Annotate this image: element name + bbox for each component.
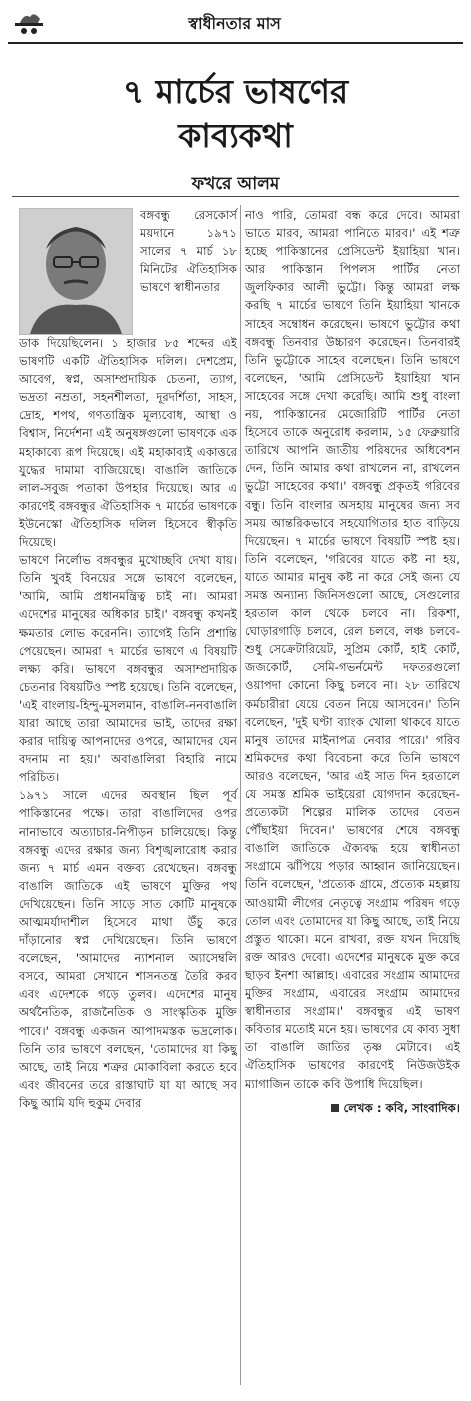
title-line-2: কাব্যকথা (178, 116, 293, 155)
article-right-column (245, 206, 460, 1117)
author-role: কবি, সাংবাদিক। (385, 1100, 460, 1115)
article-title (0, 70, 471, 158)
title-line-1: ৭ মার্চের ভাষণের (122, 72, 349, 111)
author-photo (19, 208, 133, 335)
square-bullet-icon (331, 1104, 339, 1112)
byline-rule (12, 196, 459, 197)
author-signature (245, 1099, 460, 1117)
section-header (8, 6, 463, 44)
author-label: লেখক : (343, 1100, 382, 1115)
lead-paragraph: বঙ্গবন্ধু রেসকোর্স ময়দানে ১৯৭১ সালের ৭ মার্চ ১৮ মিনিটের ঐতিহাসিক ভাষণে স্বাধীনতার (140, 208, 237, 295)
column-divider (240, 205, 241, 1385)
article-left-column (19, 334, 237, 1112)
section-kicker: স্বাধীনতার মাস (188, 13, 281, 33)
article-lead (140, 206, 237, 296)
left-body-text: ডাক দিয়েছিলেন। ১ হাজার ৮৫ শব্দের এই ভাষণটি একটি ঐতিহাসিক দলিল। দেশপ্রেম, আবেগ, স্বপ্ন, অসাম্প্রদায়িক চেতনা, ত্যাগ, ভদ্রতা নম্রতা, সহনশীলতা, দূরদর্শিতা, সাহস, দ্রোহ, শপথ, গণতান্ত্রিক মূল্যবোধ, আস্থা ও বিশ্বাস, নির্দেশনা এই অনুষঙ্গগুলো ভাষণকে এক মহাকাব্যে রূপ দিয়েছে। এই মহাকাব্যই একাত্তরে যুদ্ধের দামামা বাজিয়েছে। বাঙালি জাতিকে লাল-সবুজ পতাকা উপহার দিয়েছে। আর এ কারণেই বঙ্গবন্ধুর ঐতিহাসিক ৭ মার্চের ভাষণকে ইউনেস্কো ঐতিহাসিক দলিল হিসেবে স্বীকৃতি দিয়েছে। ভাষণে নির্লোভ বঙ্গবন্ধুর মুখোচ্ছবি দেখা যায়। তিনি খুবই বিনয়ের সঙ্গে ভাষণে বলেছেন, 'আমি, আমি প্রধানমন্ত্রিত্ব চাই না। আমরা এদেশের মানুষের অধিকার চাই।' বঙ্গবন্ধু কখনই ক্ষমতার লোভ করেননি। ত্যাগেই তিনি প্রশান্তি পেয়েছেন। আমরা ৭ মার্চের ভাষণে এ বিষয়টি লক্ষ্য করি। ভাষণে বঙ্গবন্ধুর অসাম্প্রদায়িক চেতনার বিষয়টিও স্পষ্ট হয়েছে। তিনি বলেছেন, 'এই বাংলায়-হিন্দু-মুসলমান, বাঙালি-ননবাঙালি যারা আছে তারা আমাদের ভাই, তাদের রক্ষা করার দায়িত্ব আপনাদের ওপরে, আমাদের যেন বদনাম না হয়।' অবাঙালিরা বিহারি নামে পরিচিত। ১৯৭১ সালে এদের অবস্থান ছিল পূর্ব পাকিস্তানের পক্ষে। তারা বাঙালিদের ওপর নানাভাবে অত্যাচার-নিপীড়ন চালিয়েছে। কিন্তু বঙ্গবন্ধু এদের রক্ষার জন্য বিশৃঙ্খলারোধ করার জন্য ৭ মার্চ এমন বক্তব্য রেখেছেন। বঙ্গবন্ধু বাঙালি জাতিকে এই ভাষণে মুক্তির পথ দেখিয়েছেন। তিনি সাড়ে সাত কোটি মানুষকে আত্মমর্যাদাশীল হিসেবে মাথা উঁচু করে দাঁড়ানোর স্বপ্ন দেখিয়েছেন। তিনি ভাষণে বলেছেন, 'আমাদের ন্যাশনাল অ্যাসেম্বলি বসবে, আমরা সেখানে শাসনতন্ত্র তৈরি করব এবং এদেশকে গড়ে তুলব। এদেশের মানুষ অর্থনৈতিক, রাজনৈতিক ও সাংস্কৃতিক মুক্তি পাবে।' বঙ্গবন্ধু একজন আপাদমস্তক ভদ্রলোক। তিনি তার ভাষণে বলছেন, 'তোমাদের যা কিছু আছে, তাই নিয়ে শত্রুর মোকাবিলা করতে হবে এবং জীবনের তরে রাস্তাঘাট যা যা আছে সব কিছু আমি যদি হুকুম দেবার (19, 336, 237, 1110)
paper-logo-icon (12, 9, 46, 39)
author-byline: ফখরে আলম (191, 174, 280, 194)
right-body-text: নাও পারি, তোমরা বন্ধ করে দেবে। আমরা ভাতে মারব, আমরা পানিতে মারব।' এই শত্রু হচ্ছে পাকিস্তানের প্রেসিডেন্ট ইয়াহিয়া খান। আর পাকিস্তান পিপলস পার্টির নেতা জুলফিকার আলী ভুট্টো। কিন্তু আমরা লক্ষ করছি ৭ মার্চের ভাষণে তিনি ইয়াহিয়া খানকে সাহেব সম্বোধন করেছেন। ভাষণে ভুট্টোর কথা বঙ্গবন্ধু তিনবার উচ্চারণ করেছেন। তিনবারই তিনি ভুট্টোকে সাহেব বলেছেন। তিনি ভাষণে বলেছেন, 'আমি প্রেসিডেন্ট ইয়াহিয়া খান সাহেবের সঙ্গে দেখা করেছি। আমি শুধু বাংলা নয়, পাকিস্তানের মেজোরিটি পার্টির নেতা হিসেবে তাকে অনুরোধ করলাম, ১৫ ফেব্রুয়ারি তারিখে আপনি জাতীয় পরিষদের অধিবেশন দেন, তিনি আমার কথা রাখলেন না, রাখলেন ভুট্টো সাহেবের কথা।' বঙ্গবন্ধু প্রকৃতই গরিবের বন্ধু। তিনি বাংলার অসহায় মানুষের জন্য সব সময় আন্তরিকভাবে সহযোগিতার হাত বাড়িয়ে দিয়েছেন। ৭ মার্চের ভাষণে বিষয়টি স্পষ্ট হয়। তিনি বলেছেন, 'গরিবের যাতে কষ্ট না হয়, যাতে আমার মানুষ কষ্ট না করে সেই জন্য যে সমস্ত অন্যান্য জিনিসগুলো আছে, সেগুলোর হরতাল কাল থেকে চলবে না। রিকশা, ঘোড়ারগাড়ি চলবে, রেল চলবে, লঞ্চ চলবে-শুধু সেক্রেটারিয়েট, সুপ্রিম কোর্ট, হাই কোর্ট, জজকোর্ট, সেমি-গভর্নমেন্ট দফতরগুলো ওয়াপদা কোনো কিছু চলবে না। ২৮ তারিখে কর্মচারীরা যেয়ে বেতন নিয়ে আসবেন।' তিনি বলেছেন, 'দুই ঘণ্টা ব্যাংক খোলা থাকবে যাতে মানুষ তাদের মাইনাপত্র নেবার পারে।' গরিব শ্রমিকদের কথা বিবেচনা করে তিনি ভাষণে আরও বলেছেন, 'আর এই সাত দিন হরতালে যে সমস্ত শ্রমিক ভাইয়েরা যোগদান করেছেন-প্রত্যেকটা শিল্পের মালিক তাদের বেতন পৌঁছাইয়া দিবেন।' ভাষণের শেষে বঙ্গবন্ধু বাঙালি জাতিকে ঐক্যবদ্ধ হয়ে স্বাধীনতা সংগ্রামে ঝাঁপিয়ে পড়ার আহ্বান জানিয়েছেন। তিনি বলেছেন, 'প্রত্যেক গ্রামে, প্রত্যেক মহল্লায় আওয়ামী লীগের নেতৃত্বে সংগ্রাম পরিষদ গড়ে তোল এবং তোমাদের যা কিছু আছে, তাই নিয়ে প্রস্তুত থাকো। মনে রাখবা, রক্ত যখন দিয়েছি রক্ত আরও দেবো। এদেশের মানুষকে মুক্ত করে ছাড়ব ইনশা আল্লাহ। এবারের সংগ্রাম আমাদের মুক্তির সংগ্রাম, এবারের সংগ্রাম আমাদের স্বাধীনতার সংগ্রাম।' বঙ্গবন্ধুর এই ভাষণ কবিতার মতোই মনে হয়। ভাষণের যে কাব্য সুধা তা বাঙালি জাতির তৃষ্ণ মেটাবে। এই ঐতিহাসিক ভাষণের কারণেই নিউজউইক ম্যাগাজিন তাকে কবি উপাধি দিয়েছিল। (245, 208, 460, 1091)
